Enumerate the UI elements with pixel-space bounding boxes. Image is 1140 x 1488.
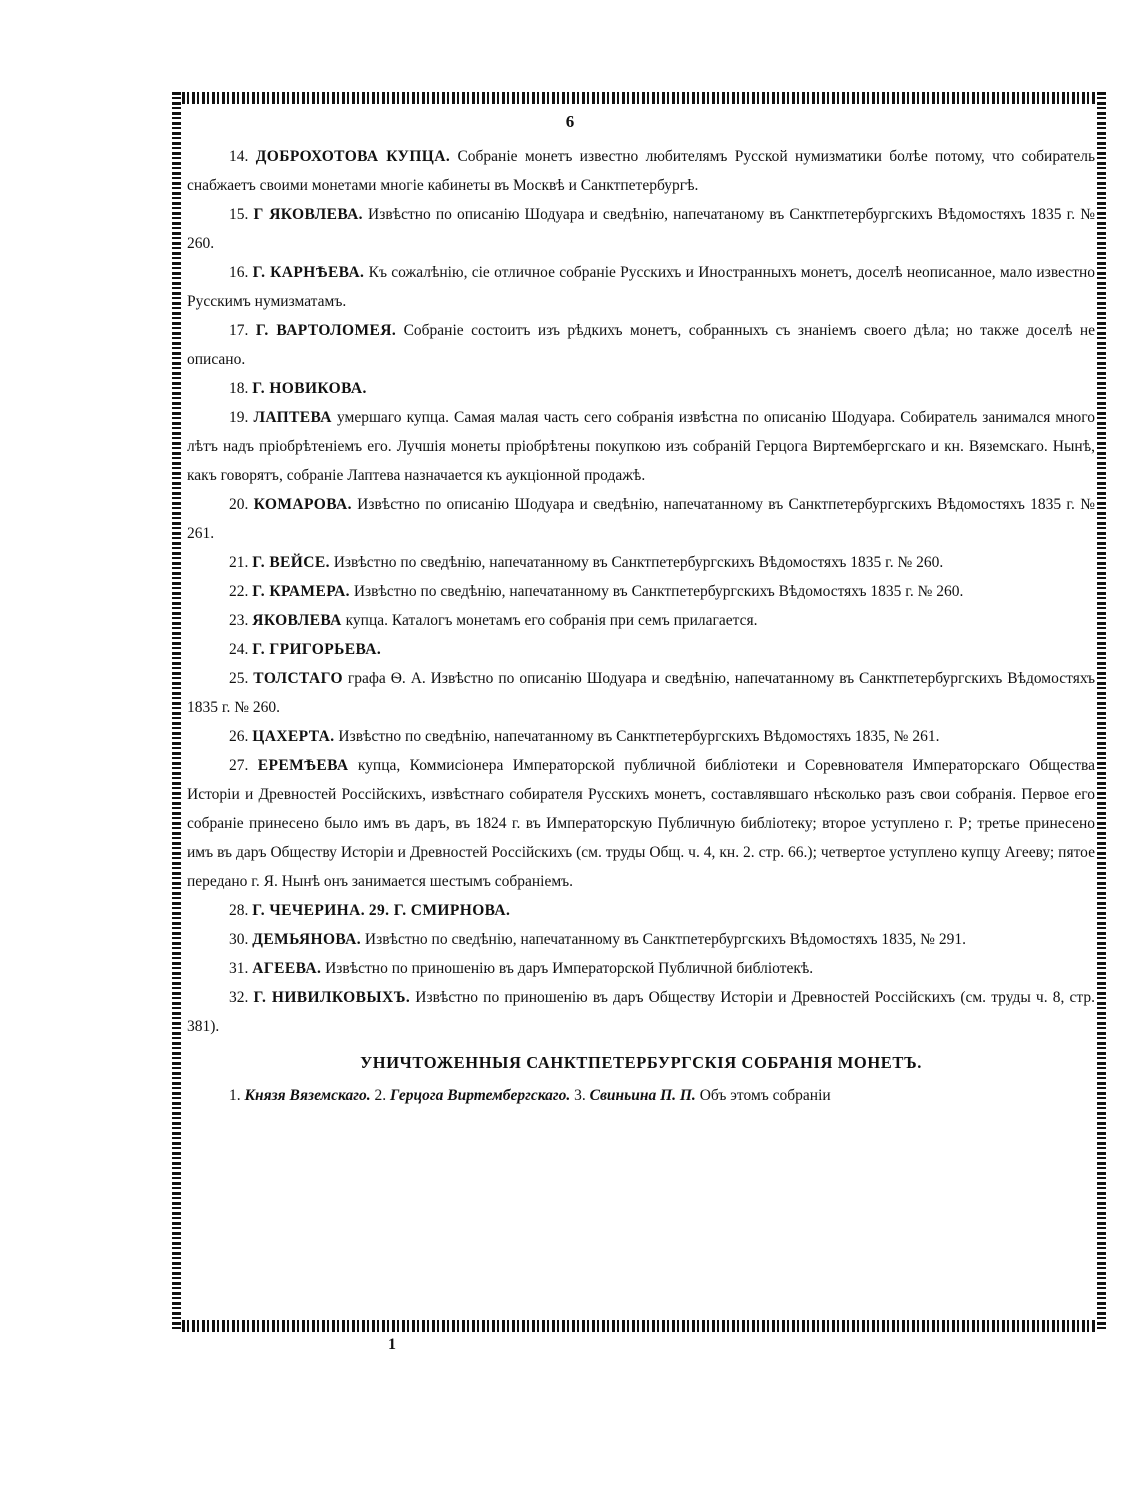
entry-15: 15. Г ЯКОВЛЕВА. Извѣстно по описанію Шодуара и сведѣнію, напечатаному въ Санктпетербургскихъ Вѣдомостяхъ 1835 г. № 260.	[187, 206, 1095, 252]
entry-24: 24. Г. ГРИГОРЬЕВА.	[229, 641, 382, 658]
printer-signature-mark: 1	[388, 1336, 396, 1353]
destroyed-collections-line: 1. Князя Вяземскаго. 2. Герцога Виртембергскаго. 3. Свиньина П. П. Объ этомъ собраніи	[229, 1087, 831, 1104]
border-bottom	[172, 1320, 1106, 1332]
entry-21: 21. Г. ВЕЙСЕ. Извѣстно по сведѣнію, напечатанному въ Санктпетербургскихъ Вѣдомостяхъ 1835 г. № 260.	[229, 554, 944, 571]
entry-25: 25. ТОЛСТАГО графа Ѳ. А. Извѣстно по описанію Шодуара и сведѣнію, напечатанному въ Санктпетербургскихъ Вѣдомостяхъ 1835 г. № 260.	[187, 670, 1095, 716]
page-content	[187, 142, 1095, 1110]
entry-19: 19. ЛАПТЕВА умершаго купца. Самая малая часть сего собранія извѣстна по описанію Шодуара. Собиратель занимался много лѣтъ надъ пріобрѣтеніемъ его. Лучшія монеты пріобрѣтены покупкою изъ собраній Герцога Виртембергскаго и кн. Вяземскаго. Нынѣ, какъ говорятъ, собраніе Лаптева назначается къ аукціонной продажѣ.	[187, 409, 1096, 484]
entry-23: 23. ЯКОВЛЕВА купца. Каталогъ монетамъ его собранія при семъ прилагается.	[229, 612, 758, 629]
entry-31: 31. АГЕЕВА. Извѣстно по приношенію въ даръ Императорской Публичной библіотекѣ.	[229, 960, 814, 977]
entry-26: 26. ЦАХЕРТА. Извѣстно по сведѣнію, напечатанному въ Санктпетербургскихъ Вѣдомостяхъ 1835, № 261.	[229, 728, 940, 745]
entry-14: 14. ДОБРОХОТОВА КУПЦА. Собраніе монетъ известно любителямъ Русской нумизматики болѣе потому, что собиратель снабжаетъ своими монетами многіе кабинеты въ Москвѣ и Санктпетербургѣ.	[187, 148, 1096, 194]
entry-30: 30. ДЕМЬЯНОВА. Извѣстно по сведѣнію, напечатанному въ Санктпетербургскихъ Вѣдомостяхъ 1835, № 291.	[229, 931, 966, 948]
entry-18: 18. Г. НОВИКОВА.	[229, 380, 367, 397]
entry-22: 22. Г. КРАМЕРА. Извѣстно по сведѣнію, напечатанному въ Санктпетербургскихъ Вѣдомостяхъ 1835 г. № 260.	[229, 583, 964, 600]
page-number: 6	[565, 112, 575, 131]
entry-32: 32. Г. НИВИЛКОВЫХЪ. Извѣстно по приношенію въ даръ Обществу Исторіи и Древностей Россійскихъ (см. труды ч. 8, стр. 381).	[187, 989, 1095, 1035]
entry-17: 17. Г. ВАРТОЛОМЕЯ. Собраніе состоитъ изъ рѣдкихъ монетъ, собранныхъ съ знаніемъ своего дѣла; но также доселѣ не описано.	[187, 322, 1095, 368]
border-left	[172, 92, 181, 1332]
border-top	[172, 92, 1106, 104]
entry-28-29: 28. Г. ЧЕЧЕРИНА. 29. Г. СМИРНОВА.	[229, 902, 511, 919]
entry-16: 16. Г. КАРНѢЕВА. Къ сожалѣнію, сіе отличное собраніе Русскихъ и Иностранныхъ монетъ, доселѣ неописанное, мало известно Русскимъ нумизматамъ.	[187, 264, 1096, 310]
border-right	[1097, 92, 1106, 1332]
entry-20: 20. КОМАРОВА. Извѣстно по описанію Шодуара и сведѣнію, напечатанному въ Санктпетербургскихъ Вѣдомостяхъ 1835 г. № 261.	[187, 496, 1096, 542]
section-heading: УНИЧТОЖЕННЫЯ САНКТПЕТЕРБУРГСКІЯ СОБРАНІЯ МОНЕТЪ.	[360, 1053, 922, 1072]
entry-27: 27. ЕРЕМѢЕВА купца, Коммисіонера Императорской публичной библіотеки и Соревнователя Императорскаго Общества Исторіи и Древностей Россійскихъ, извѣстнаго собирателя Русскихъ монетъ, составлявшаго нѣсколько разъ свои собранія. Первое его собраніе принесено было имъ въ даръ, въ 1824 г. въ Императорскую Публичную библіотеку; второе уступлено г. Р; третье принесено имъ въ даръ Обществу Исторіи и Древностей Россійскихъ (см. труды Общ. ч. 4, кн. 2. стр. 66.); четвертое уступлено купцу Агееву; пятое передано г. Я. Нынѣ онъ занимается шестымъ собраніемъ.	[187, 757, 1096, 890]
